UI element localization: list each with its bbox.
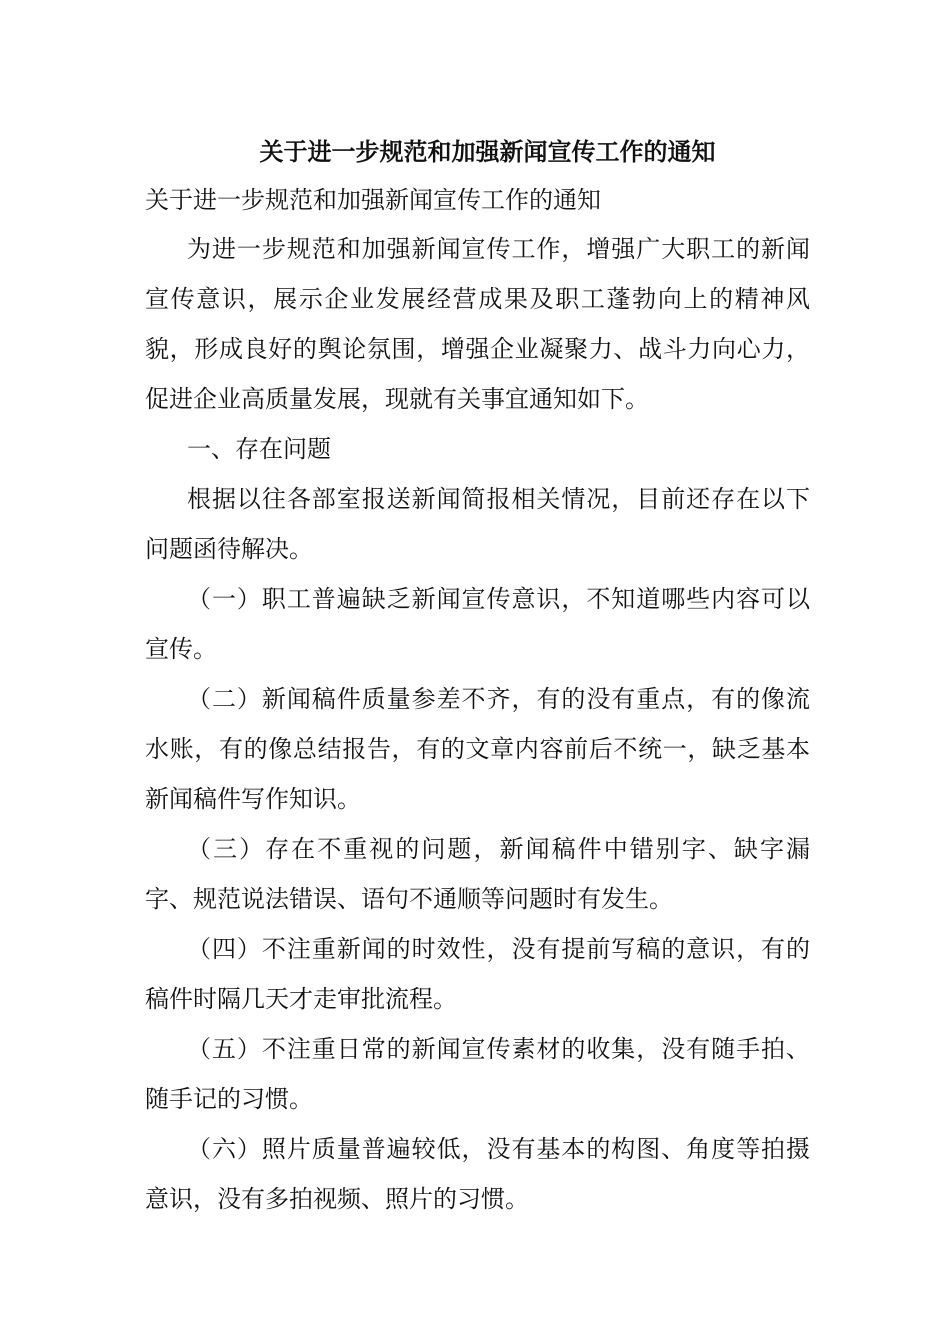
problem-item-4: （四）不注重新闻的时效性，没有提前写稿的意识，有的稿件时隔几天才走审批流程。 (145, 935, 810, 1013)
problems-intro-paragraph: 根据以往各部室报送新闻简报相关情况，目前还存在以下问题函待解决。 (145, 485, 810, 563)
problem-item-1: （一）职工普遍缺乏新闻宣传意识，不知道哪些内容可以宣传。 (145, 585, 810, 663)
document-title: 关于进一步规范和加强新闻宣传工作的通知 (259, 137, 716, 166)
document-body (145, 128, 810, 1224)
problem-item-6: （六）照片质量普遍较低，没有基本的构图、角度等拍摄意识，没有多拍视频、照片的习惯。 (145, 1135, 810, 1213)
document-subtitle: 关于进一步规范和加强新闻宣传工作的通知 (145, 186, 601, 214)
intro-paragraph: 为进一步规范和加强新闻宣传工作，增强广大职工的新闻宣传意识，展示企业发展经营成果及职工蓬勃向上的精神风貌，形成良好的舆论氛围，增强企业凝聚力、战斗力向心力，促进企业高质量发展，现就有关事宜通知如下。 (145, 235, 810, 413)
problem-item-2: （二）新闻稿件质量参差不齐，有的没有重点，有的像流水账，有的像总结报告，有的文章内容前后不统一，缺乏基本新闻稿件写作知识。 (145, 685, 810, 813)
section-heading-problems: 一、存在问题 (187, 435, 331, 463)
problem-item-5: （五）不注重日常的新闻宣传素材的收集，没有随手拍、随手记的习惯。 (145, 1035, 810, 1113)
problem-item-3: （三）存在不重视的问题，新闻稿件中错别字、缺字漏字、规范说法错误、语句不通顺等问题时有发生。 (145, 835, 810, 913)
